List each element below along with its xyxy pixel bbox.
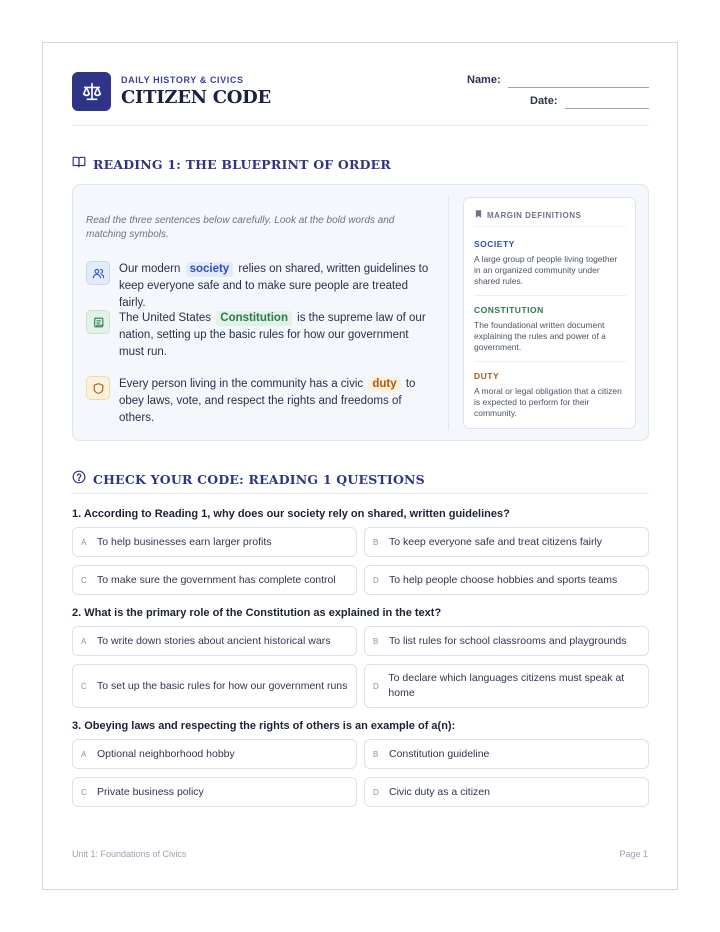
reading-instructions: Read the three sentences below carefully. Look at the bold words and matching symbols. xyxy=(86,215,395,240)
margin-definitions-header: MARGIN DEFINITIONS xyxy=(474,209,581,221)
q1-option-b[interactable]: B To keep everyone safe and treat citizens fairly xyxy=(364,527,649,557)
q2-option-c[interactable]: C To set up the basic rules for how our government runs xyxy=(72,664,357,708)
sentence-duty xyxy=(86,376,436,427)
term-duty: duty xyxy=(368,377,400,392)
q1-option-c[interactable]: C To make sure the government has complete control xyxy=(72,565,357,595)
question-3: 3. Obeying laws and respecting the rights of others is an example of a(n): xyxy=(72,720,456,732)
date-label: Date: xyxy=(530,95,558,107)
reading-section-title xyxy=(72,155,391,174)
reading-card xyxy=(72,184,649,441)
q1-option-a[interactable]: A To help businesses earn larger profits xyxy=(72,527,357,557)
book-icon xyxy=(72,155,86,174)
q3-option-a[interactable]: A Optional neighborhood hobby xyxy=(72,739,357,769)
name-label: Name: xyxy=(467,74,501,86)
margin-definitions-card xyxy=(463,197,636,429)
name-field[interactable] xyxy=(508,87,649,88)
definition-society: SOCIETY A large group of people living together in an organized community under shared rules. xyxy=(474,239,618,286)
q3-option-b[interactable]: B Constitution guideline xyxy=(364,739,649,769)
q2-option-b[interactable]: B To list rules for school classrooms and playgrounds xyxy=(364,626,649,656)
worksheet-page xyxy=(42,42,678,890)
definition-constitution: CONSTITUTION The foundational written document explaining the rules and power of a government. xyxy=(474,305,606,352)
questions-section-title xyxy=(72,470,425,489)
sentence-text: The United States Constitution is the supreme law of our nation, setting up the basic rules for how our government must run. xyxy=(119,312,426,358)
sentence-society xyxy=(86,261,436,312)
question-circle-icon xyxy=(72,470,86,489)
scroll-icon xyxy=(86,310,110,334)
q1-option-d[interactable]: D To help people choose hobbies and sports teams xyxy=(364,565,649,595)
term-society: society xyxy=(186,262,234,277)
people-icon xyxy=(86,261,110,285)
q3-option-d[interactable]: D Civic duty as a citizen xyxy=(364,777,649,807)
scales-logo-icon xyxy=(72,72,111,111)
sentence-constitution xyxy=(86,310,436,361)
sentence-text: Our modern society relies on shared, written guidelines to keep everyone safe and to make sure people are treated fairly. xyxy=(119,263,429,309)
publication-eyebrow: DAILY HISTORY & CIVICS xyxy=(121,75,244,85)
term-constitution: Constitution xyxy=(216,311,292,326)
brand-title: CITIZEN CODE xyxy=(121,87,271,108)
footer-unit: Unit 1: Foundations of Civics xyxy=(72,849,187,859)
date-field[interactable] xyxy=(565,108,649,109)
questions-title-text: CHECK YOUR CODE: READING 1 QUESTIONS xyxy=(93,472,425,487)
shield-icon xyxy=(86,376,110,400)
reading-title-text: READING 1: THE BLUEPRINT OF ORDER xyxy=(93,157,391,172)
header-divider xyxy=(72,125,649,126)
question-1: 1. According to Reading 1, why does our society rely on shared, written guidelines? xyxy=(72,508,510,520)
definition-duty: DUTY A moral or legal obligation that a citizen is expected to perform for their community. xyxy=(474,371,622,418)
q3-option-c[interactable]: C Private business policy xyxy=(72,777,357,807)
reading-divider xyxy=(448,195,449,430)
q2-option-d[interactable]: D To declare which languages citizens must speak at home xyxy=(364,664,649,708)
q2-option-a[interactable]: A To write down stories about ancient historical wars xyxy=(72,626,357,656)
bookmark-icon xyxy=(474,209,483,221)
footer-page-number: Page 1 xyxy=(619,849,648,859)
question-2: 2. What is the primary role of the Constitution as explained in the text? xyxy=(72,607,442,619)
sentence-text: Every person living in the community has a civic duty to obey laws, vote, and respect the rights and freedoms of others. xyxy=(119,378,416,424)
